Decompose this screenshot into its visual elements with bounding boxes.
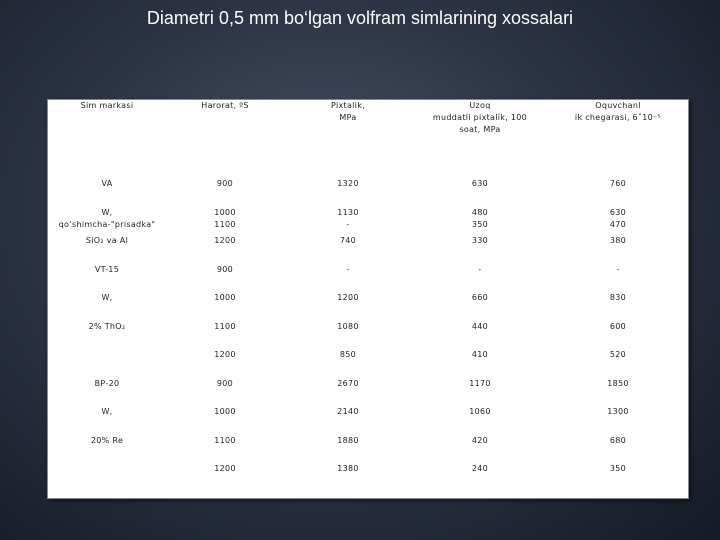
table-panel <box>47 99 689 499</box>
cell-text: 740 <box>339 236 357 245</box>
cell-text: 380 <box>609 236 627 245</box>
cell-strength <box>284 319 412 348</box>
cell-temperature <box>166 205 284 234</box>
cell-yield-limit <box>548 290 688 319</box>
cell-strength <box>284 176 412 205</box>
cell-strength <box>284 262 412 291</box>
cell-strength <box>284 404 412 433</box>
table-row <box>48 233 688 262</box>
header-text: ik chegarasi, 6˟10⁻⁵ <box>574 113 662 122</box>
cell-wire-grade <box>48 376 166 405</box>
cell-strength <box>284 205 412 234</box>
header-row <box>48 100 688 176</box>
cell-text: 1100 <box>214 435 236 445</box>
header-text: muddatli pixtalik, 100 <box>432 113 528 122</box>
cell-long-term-strength <box>412 319 548 348</box>
cell-text: 1060 <box>469 407 491 416</box>
cell-strength <box>284 376 412 405</box>
table-row <box>48 205 688 234</box>
header-cell-long-term-strength <box>412 100 548 176</box>
cell-wire-grade <box>48 347 166 376</box>
cell-text: 1200 <box>214 236 236 245</box>
cell-text: 470 <box>609 219 627 229</box>
cell-text: 1200 <box>214 464 236 473</box>
cell-text: BP-20 <box>94 378 120 388</box>
cell-yield-limit <box>548 404 688 433</box>
cell-text: VT-15 <box>94 264 120 274</box>
cell-text: 480 <box>471 207 489 217</box>
cell-yield-limit <box>548 319 688 348</box>
header-text: Oquvchanl <box>595 101 641 110</box>
cell-long-term-strength <box>412 205 548 234</box>
table-row <box>48 290 688 319</box>
cell-yield-limit <box>548 376 688 405</box>
table-row <box>48 461 688 490</box>
cell-wire-grade <box>48 233 166 262</box>
cell-text: 1850 <box>607 378 629 388</box>
table-row <box>48 319 688 348</box>
cell-text: 350 <box>471 219 489 229</box>
cell-temperature <box>166 176 284 205</box>
header-cell-yield-limit <box>548 100 688 176</box>
cell-temperature <box>166 376 284 405</box>
cell-temperature <box>166 404 284 433</box>
cell-text: 900 <box>216 179 234 188</box>
cell-temperature <box>166 461 284 490</box>
cell-text: - <box>346 219 350 229</box>
cell-wire-grade <box>48 176 166 205</box>
table-row <box>48 376 688 405</box>
table-row <box>48 262 688 291</box>
cell-text: - <box>346 264 350 274</box>
cell-long-term-strength <box>412 404 548 433</box>
cell-text: VA <box>101 179 113 188</box>
cell-temperature <box>166 290 284 319</box>
header-text: Sim markasi <box>80 101 134 110</box>
table-row <box>48 347 688 376</box>
header-text: MPa <box>339 113 357 122</box>
cell-text: 330 <box>471 236 489 245</box>
cell-text: - <box>616 264 620 274</box>
cell-strength <box>284 347 412 376</box>
table-body <box>48 176 688 490</box>
cell-strength <box>284 461 412 490</box>
cell-text: 1170 <box>469 378 491 388</box>
table-row <box>48 404 688 433</box>
cell-temperature <box>166 347 284 376</box>
cell-yield-limit <box>548 461 688 490</box>
cell-text: - <box>478 264 482 274</box>
cell-text: 1880 <box>337 435 359 445</box>
cell-wire-grade <box>48 404 166 433</box>
cell-yield-limit <box>548 205 688 234</box>
cell-text: 440 <box>471 321 489 331</box>
cell-yield-limit <box>548 176 688 205</box>
cell-text: W, <box>101 207 113 217</box>
cell-text: 2% ThO₂ <box>88 321 126 331</box>
cell-text: 830 <box>609 293 627 302</box>
cell-text: 1200 <box>214 350 236 359</box>
properties-table <box>48 100 688 490</box>
cell-strength <box>284 290 412 319</box>
header-cell-wire-grade <box>48 100 166 176</box>
cell-text: 760 <box>609 179 627 188</box>
header-text: Uzoq <box>469 101 491 110</box>
cell-long-term-strength <box>412 461 548 490</box>
table-header <box>48 100 688 176</box>
cell-yield-limit <box>548 262 688 291</box>
cell-wire-grade <box>48 433 166 462</box>
cell-text: 1080 <box>337 321 359 331</box>
cell-text: 900 <box>216 378 234 388</box>
cell-wire-grade <box>48 205 166 234</box>
cell-wire-grade <box>48 319 166 348</box>
cell-text: 630 <box>471 179 489 188</box>
cell-long-term-strength <box>412 347 548 376</box>
cell-text: W, <box>101 293 113 302</box>
cell-text: 520 <box>609 350 627 359</box>
table-row <box>48 176 688 205</box>
cell-temperature <box>166 262 284 291</box>
cell-text: W, <box>101 407 113 416</box>
cell-wire-grade <box>48 290 166 319</box>
cell-long-term-strength <box>412 262 548 291</box>
cell-long-term-strength <box>412 376 548 405</box>
cell-text: 900 <box>216 264 234 274</box>
cell-long-term-strength <box>412 433 548 462</box>
cell-temperature <box>166 233 284 262</box>
cell-yield-limit <box>548 233 688 262</box>
header-cell-temperature <box>166 100 284 176</box>
cell-text: 20% Re <box>90 435 124 445</box>
cell-text: 660 <box>471 293 489 302</box>
cell-text: 1000 <box>214 407 236 416</box>
cell-text: 850 <box>339 350 357 359</box>
cell-text: 1000 <box>214 293 236 302</box>
cell-text: 630 <box>609 207 627 217</box>
cell-text: 410 <box>471 350 489 359</box>
cell-yield-limit <box>548 433 688 462</box>
cell-text: qo‘shimcha-"prisadka" <box>58 219 156 229</box>
cell-yield-limit <box>548 347 688 376</box>
cell-text: 2670 <box>337 378 359 388</box>
cell-strength <box>284 433 412 462</box>
table-row <box>48 433 688 462</box>
cell-strength <box>284 233 412 262</box>
cell-text: 1000 <box>214 207 236 217</box>
cell-text: 2140 <box>337 407 359 416</box>
cell-wire-grade <box>48 461 166 490</box>
cell-text: 1130 <box>337 207 359 217</box>
cell-text: 1380 <box>337 464 359 473</box>
cell-text: 1320 <box>337 179 359 188</box>
cell-text: 1100 <box>214 219 236 229</box>
cell-text: SiO₂ va Al <box>85 236 129 245</box>
header-text: Harorat, ºS <box>201 101 249 110</box>
cell-temperature <box>166 433 284 462</box>
cell-long-term-strength <box>412 176 548 205</box>
cell-text: 240 <box>471 464 489 473</box>
cell-text: 680 <box>609 435 627 445</box>
cell-text: 1200 <box>337 293 359 302</box>
header-cell-strength <box>284 100 412 176</box>
cell-wire-grade <box>48 262 166 291</box>
cell-text: 350 <box>609 464 627 473</box>
cell-text: 600 <box>609 321 627 331</box>
header-text: soat, MPa <box>459 125 501 134</box>
cell-long-term-strength <box>412 233 548 262</box>
cell-temperature <box>166 319 284 348</box>
cell-long-term-strength <box>412 290 548 319</box>
header-text: Pixtalik, <box>331 101 365 110</box>
cell-text: 1300 <box>607 407 629 416</box>
cell-text: 1100 <box>214 321 236 331</box>
cell-text: 420 <box>471 435 489 445</box>
slide-title: Diametri 0,5 mm bo‘lgan volfram simlarining xossalari <box>146 8 574 28</box>
